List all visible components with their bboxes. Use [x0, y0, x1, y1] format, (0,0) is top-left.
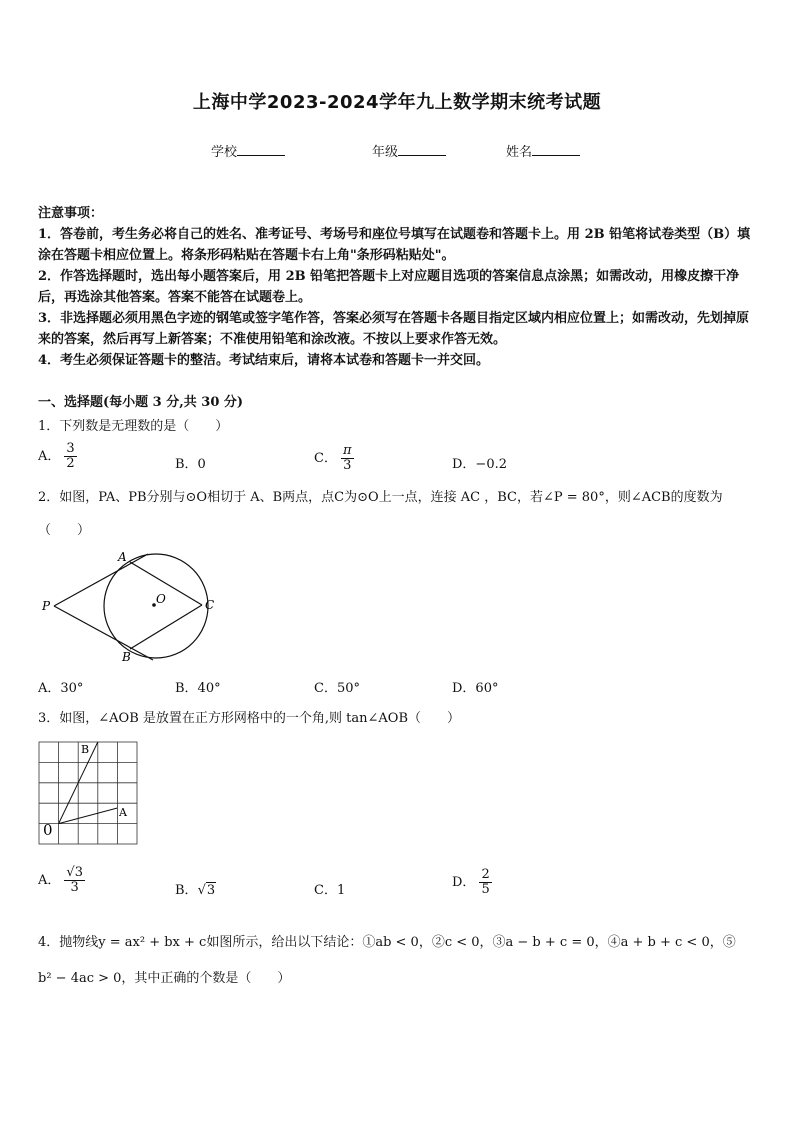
- grid: [39, 742, 137, 844]
- q3-option-d: [452, 868, 492, 897]
- name-label: 姓名: [506, 145, 533, 160]
- q2-option-c: C．50°: [314, 681, 360, 696]
- q1-option-a: [38, 442, 77, 471]
- q1-option-d: D．−0.2: [452, 457, 507, 472]
- grid-label-b: B: [81, 743, 90, 756]
- q3-b-sqrt: √3: [197, 883, 216, 898]
- q1-a-label: A．: [38, 449, 61, 464]
- q3-d-den: 5: [481, 882, 490, 897]
- q3-option-b: [175, 879, 216, 898]
- chord-bc: [130, 605, 202, 649]
- q2-option-d: D．60°: [452, 681, 499, 696]
- q3-b-radicand: 3: [206, 883, 216, 898]
- tangent-pb: [54, 606, 153, 660]
- grade-blank: [398, 144, 446, 156]
- q2-option-a: A．30°: [38, 681, 84, 696]
- note-1: 1．答卷前，考生务必将自己的姓名、准考证号、考场号和座位号填写在试题卷和答题卡上。用 2B 铅笔将试卷类型（B）填涂在答题卡相应位置上。将条形码粘贴在答题卡右上角"条形码粘贴处"。: [38, 227, 751, 263]
- q1-option-b: B．0: [175, 457, 206, 472]
- q3-a-radicand: 3: [74, 865, 83, 880]
- notes-heading: 注意事项：: [38, 206, 104, 221]
- note-3: 3．非选择题必须用黑色字迹的钢笔或签字笔作答，答案必须写在答题卡各题目指定区域内相应位置上；如需改动，先划掉原来的答案，然后再写上新答案；不准使用铅笔和涂改液。不按以上要求作答无效。: [38, 311, 750, 347]
- name-field: [506, 141, 580, 160]
- grade-label: 年级: [372, 145, 399, 160]
- q1-a-fraction: [64, 442, 76, 471]
- section-heading: 一、选择题(每小题 3 分,共 30 分): [38, 395, 244, 410]
- q3-a-fraction: [64, 866, 85, 895]
- q2-figure: [36, 548, 226, 668]
- q3-a-num: √3: [66, 865, 83, 880]
- q4-line-1: 4．抛物线y = ax² + bx + c如图所示，给出以下结论：①ab < 0，②c < 0，③a − b + c = 0，④a + b + c < 0，⑤: [38, 935, 736, 950]
- grade-field: [372, 141, 446, 160]
- school-label: 学校: [211, 145, 238, 160]
- q2-option-b: B．40°: [175, 681, 221, 696]
- q4-line-2: b² − 4ac > 0，其中正确的个数是（ ）: [38, 971, 291, 986]
- page-title: 上海中学2023-2024学年九上数学期末统考试题: [192, 92, 602, 113]
- q3-b-label: B．: [175, 883, 198, 898]
- label-p: P: [42, 599, 51, 613]
- q1-c-num: π: [342, 443, 352, 458]
- school-field: [211, 141, 285, 160]
- grid-label-a: A: [119, 806, 127, 819]
- q1-stem: 1．下列数是无理数的是（ ）: [38, 419, 229, 434]
- q3-d-num: 2: [481, 867, 490, 882]
- notes-block: [38, 203, 760, 371]
- q1-a-num: 3: [66, 441, 75, 456]
- q1-a-den: 2: [66, 456, 75, 471]
- q3-d-fraction: [479, 868, 491, 897]
- ray-oa: [59, 808, 118, 824]
- q3-a-label: A．: [38, 873, 61, 888]
- q1-c-fraction: [341, 444, 354, 473]
- q3-stem: 3．如图，∠AOB 是放置在正方形网格中的一个角,则 tan∠AOB（ ）: [38, 711, 460, 726]
- note-4: 4．考生必须保证答题卡的整洁。考试结束后，请将本试卷和答题卡一并交回。: [38, 353, 490, 368]
- school-blank: [237, 144, 285, 156]
- q3-grid-figure: [37, 740, 141, 848]
- name-blank: [532, 144, 580, 156]
- tangent-pa: [54, 554, 148, 606]
- grid-label-o: 0: [43, 821, 53, 839]
- label-a: A: [118, 550, 127, 564]
- q1-c-label: C．: [314, 451, 337, 466]
- q1-option-c: [314, 444, 354, 473]
- label-o: O: [156, 592, 166, 606]
- note-2: 2．作答选择题时，选出每小题答案后，用 2B 铅笔把答题卡上对应题目选项的答案信息点涂黑；如需改动，用橡皮擦干净后，再选涂其他答案。答案不能答在试题卷上。: [38, 269, 740, 305]
- q3-a-den: 3: [70, 880, 79, 895]
- q2-stem: 2．如图，PA、PB分别与⊙O相切于 A、B两点，点C为⊙O上一点，连接 AC ，BC，若∠P = 80°，则∠ACB的度数为（ ）: [38, 490, 723, 538]
- q3-d-label: D．: [452, 875, 476, 890]
- q1-c-den: 3: [343, 458, 352, 473]
- q3-option-c: C．1: [314, 883, 346, 898]
- label-c: C: [205, 598, 215, 612]
- q3-option-a: [38, 866, 85, 895]
- label-b: B: [122, 650, 131, 664]
